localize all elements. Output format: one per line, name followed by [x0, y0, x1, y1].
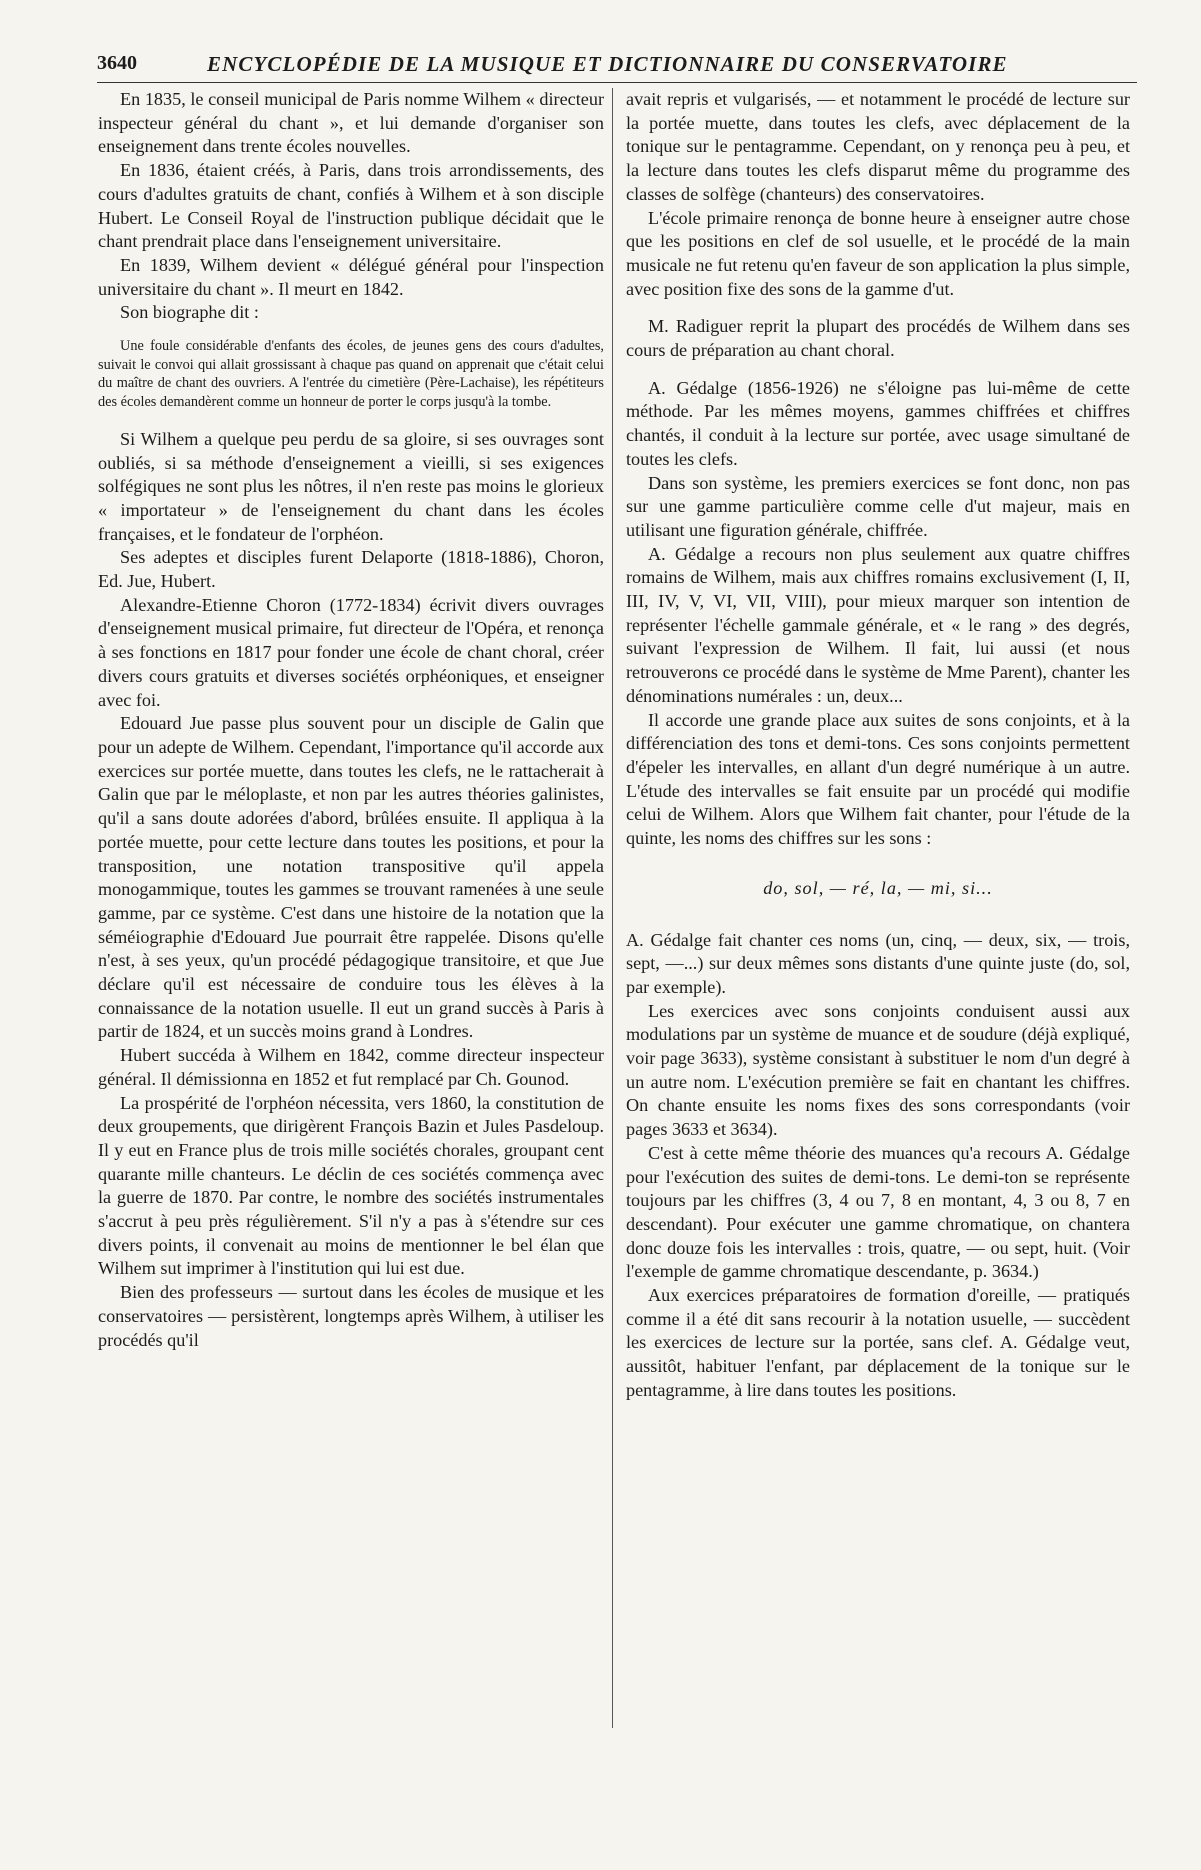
paragraph: En 1835, le conseil municipal de Paris nomme Wilhem « directeur inspecteur général du chant », et lui demande d'organiser son enseignement dans trente écoles nouvelles. — [98, 89, 604, 157]
paragraph: A. Gédalge (1856-1926) ne s'éloigne pas lui-même de cette méthode. Par les mêmes moyens, gammes chiffrées et chiffres chantés, il conduit à la lecture sur portée, avec usage simultané de toutes les clefs. — [626, 377, 1130, 469]
paragraph: Ses adeptes et disciples furent Delaporte (1818-1886), Choron, Ed. Jue, Hubert. — [98, 547, 604, 592]
paragraph: A. Gédalge fait chanter ces noms (un, cinq, — deux, six, — trois, sept, —...) sur deux mêmes sons distants d'une quinte juste (do, sol, par exemple). — [626, 929, 1130, 997]
paragraph: Alexandre-Etienne Choron (1772-1834) écrivit divers ouvrages d'enseignement musical primaire, fut directeur de l'Opéra, et renonça à ses fonctions en 1817 pour fonder une école de chant choral, créer divers cours gratuits et diverses sociétés orphéoniques, et enseigner avec foi. — [98, 594, 604, 710]
paragraph: Si Wilhem a quelque peu perdu de sa gloire, si ses ouvrages sont oubliés, si sa méthode d'enseignement a vieilli, si ses exigences solfégiques ne sont plus les nôtres, il n'en reste pas moins le glorieux « importateur » de l'enseignement du chant dans les écoles françaises, et le fondateur de l'orphéon. — [98, 428, 604, 544]
paragraph: En 1839, Wilhem devient « délégué général pour l'inspection universitaire du chant ». Il meurt en 1842. — [98, 254, 604, 299]
paragraph: A. Gédalge a recours non plus seulement aux quatre chiffres romains de Wilhem, mais aux chiffres romains exclusivement (I, II, III, IV, V, VI, VII, VIII), pour mieux marquer son intention de représenter l'échelle gammale générale, et « le rang » des degrés, suivant l'expression de Wilhem. Il fait, lui aussi (et nous retrouverons ce procédé dans le système de Mme Parent), chanter les dénominations numérales : un, deux... — [626, 543, 1130, 706]
solfege-formula: do, sol, — ré, la, — mi, si... — [763, 877, 993, 898]
paragraph: L'école primaire renonça de bonne heure à enseigner autre chose que les positions en clef de sol usuelle, et le procédé de la main musicale ne fut retenu qu'en faveur de son application la plus simple, avec position fixe des sons de la gamme d'ut. — [626, 207, 1130, 299]
block-quote: Une foule considérable d'enfants des écoles, de jeunes gens des cours d'adultes, suivait le convoi qui allait grossissant à chaque pas quand on apprenait que c'était celui du maître de chant des ouvriers. A l'entrée du cimetière (Père-Lachaise), les répétiteurs des écoles demandèrent comme un honneur de porter le corps jusqu'à la tombe. — [98, 338, 604, 411]
running-title: ENCYCLOPÉDIE DE LA MUSIQUE ET DICTIONNAIRE DU CONSERVATOIRE — [207, 52, 1008, 76]
paragraph: Dans son système, les premiers exercices se font donc, non pas sur une gamme particulière comme celle d'ut majeur, mais en utilisant une figuration générale, chiffrée. — [626, 472, 1130, 540]
page-header — [97, 48, 1137, 83]
paragraph: avait repris et vulgarisés, — et notamment le procédé de lecture sur la portée muette, dans toutes les clefs, avec déplacement de la tonique sur le pentagramme. Cependant, on y renonça peu à peu, et la lecture dans toutes les clefs disparut même du programme des classes de solfège (chanteurs) des conservatoires. — [626, 89, 1130, 204]
paragraph: En 1836, étaient créés, à Paris, dans trois arrondissements, des cours d'adultes gratuits de chant, confiés à Wilhem et à son disciple Hubert. Le Conseil Royal de l'instruction publique décidait que le chant prendrait place dans l'enseignement universitaire. — [98, 160, 604, 252]
paragraph: M. Radiguer reprit la plupart des procédés de Wilhem dans ses cours de préparation au chant choral. — [626, 316, 1130, 361]
column-divider — [612, 88, 613, 1728]
paragraph: Son biographe dit : — [120, 302, 259, 323]
page-number: 3640 — [97, 52, 137, 74]
paragraph: Hubert succéda à Wilhem en 1842, comme directeur inspecteur général. Il démissionna en 1852 et fut remplacé par Ch. Gounod. — [98, 1045, 604, 1089]
right-column — [626, 88, 1130, 1403]
paragraph: C'est à cette même théorie des muances qu'a recours A. Gédalge pour l'exécution des suites de demi-tons. Le demi-ton se représente toujours par les chiffres (3, 4 ou 7, 8 en montant, 4, 3 ou 8, 7 en descendant). Pour exécuter une gamme chromatique, on chantera donc douze fois les intervalles : trois, quatre, — ou sept, huit. (Voir l'exemple de gamme chromatique descendante, p. 3634.) — [626, 1142, 1130, 1282]
paragraph: Bien des professeurs — surtout dans les écoles de musique et les conservatoires — persistèrent, longtemps après Wilhem, à utiliser les procédés qu'il — [98, 1282, 604, 1350]
left-column — [98, 88, 604, 1352]
paragraph: Edouard Jue passe plus souvent pour un disciple de Galin que pour un adepte de Wilhem. Cependant, l'importance qu'il accorde aux exercices sur portée muette, dans toutes les clefs, ne le rattacherait à Galin que par le méloplaste, et non par les autres théories galinistes, qu'il a sans doute adorées d'abord, brûlées ensuite. Il appliqua à la portée muette, pour cette lecture dans toutes les positions, et pour la transposition, une notation transpositive qu'il appela monogammique, toutes les gammes se trouvant ramenées à une seule gamme, par ce système. C'est dans une histoire de la notation que la séméiographie d'Edouard Jue pourrait être rappelée. Disons qu'elle n'est, à ses yeux, qu'un procédé pédagogique transitoire, et que Jue déclare qu'il est nécessaire de conduire tous les élèves à la connaissance de la notation usuelle. Il eut un grand succès à Paris à partir de 1824, et un succès moins grand à Londres. — [98, 713, 604, 1042]
paragraph: La prospérité de l'orphéon nécessita, vers 1860, la constitution de deux groupements, que dirigèrent François Bazin et Jules Pasdeloup. Il y eut en France plus de trois mille sociétés chorales, groupant cent quarante mille chanteurs. Le déclin de ces sociétés commença avec la guerre de 1870. Par contre, le nombre des sociétés instrumentales s'accrut à peu près régulièrement. S'il n'y a pas à s'étendre sur ces divers points, il convenait au moins de mentionner le bel élan que Wilhem sut imprimer à l'institution qui lui est due. — [98, 1092, 604, 1279]
paragraph: Aux exercices préparatoires de formation d'oreille, — pratiqués comme il a été dit sans recourir à la notation usuelle, — succèdent les exercices de lecture sur la portée, sans clef. A. Gédalge veut, aussitôt, habituer l'enfant, par déplacement de la tonique sur le pentagramme, à lire dans toutes les positions. — [626, 1285, 1130, 1400]
paragraph: Il accorde une grande place aux suites de sons conjoints, et à la différenciation des tons et demi-tons. Ces sons conjoints permettent d'épeler les intervalles, en allant d'un degré numérique à un autre. L'étude des intervalles se fait ensuite par un procédé qui modifie celui de Wilhem. Alors que Wilhem fait chanter, pour l'étude de la quinte, les noms des chiffres sur les sons : — [626, 709, 1130, 849]
paragraph: Les exercices avec sons conjoints conduisent aussi aux modulations par un système de muance et de soudure (déjà expliqué, voir page 3633), système consistant à substituer le nom d'un degré à un autre nom. L'exécution première se fait en chantant les chiffres. On chante ensuite les noms fixes des sons correspondants (voir pages 3633 et 3634). — [626, 1000, 1130, 1140]
